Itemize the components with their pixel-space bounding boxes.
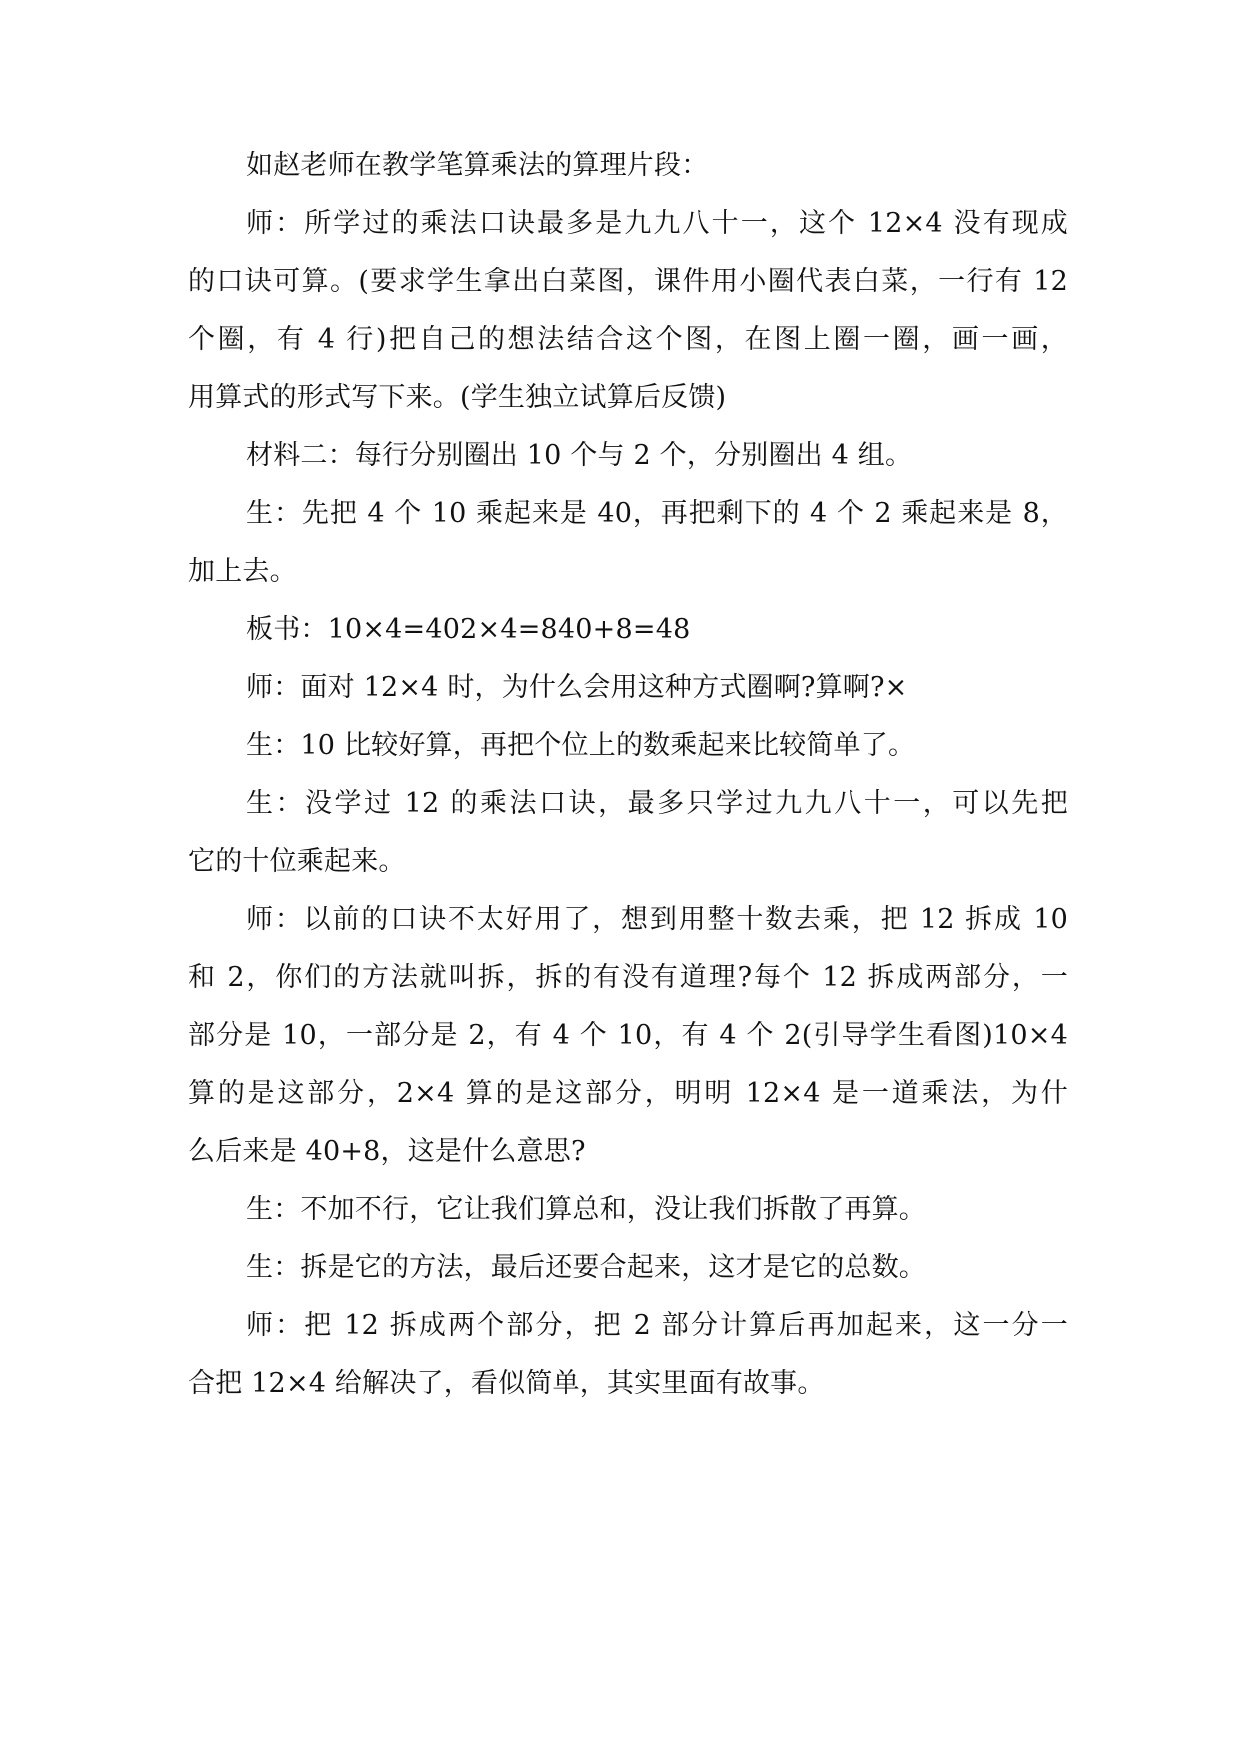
text-line: 生：没学过 12 的乘法口诀，最多只学过九九八十一，可以先把 bbox=[246, 788, 1068, 819]
text-line: 算的是这部分，2×4 算的是这部分，明明 12×4 是一道乘法，为什 bbox=[188, 1078, 1068, 1109]
text-line: 师：把 12 拆成两个部分，把 2 部分计算后再加起来，这一分一 bbox=[246, 1310, 1068, 1341]
text-line: 师：以前的口诀不太好用了，想到用整十数去乘，把 12 拆成 10 bbox=[246, 904, 1068, 935]
text-line: 板书：10×4=402×4=840+8=48 bbox=[246, 614, 691, 645]
text-line: 部分是 10，一部分是 2，有 4 个 10，有 4 个 2(引导学生看图)10×4 bbox=[188, 1020, 1068, 1051]
text-line: 和 2，你们的方法就叫拆，拆的有没有道理?每个 12 拆成两部分，一 bbox=[188, 962, 1068, 993]
text-line: 材料二：每行分别圈出 10 个与 2 个，分别圈出 4 组。 bbox=[246, 440, 913, 471]
text-line: 生：拆是它的方法，最后还要合起来，这才是它的总数。 bbox=[246, 1252, 926, 1283]
text-line: 合把 12×4 给解决了，看似简单，其实里面有故事。 bbox=[188, 1368, 825, 1399]
text-line: 生：10 比较好算，再把个位上的数乘起来比较简单了。 bbox=[246, 730, 916, 761]
text-line: 师：面对 12×4 时，为什么会用这种方式圈啊?算啊?× bbox=[246, 672, 908, 703]
text-line: 么后来是 40+8，这是什么意思? bbox=[188, 1136, 586, 1167]
text-line: 的口诀可算。(要求学生拿出白菜图，课件用小圈代表白菜，一行有 12 bbox=[188, 266, 1068, 297]
text-line: 生：不加不行，它让我们算总和，没让我们拆散了再算。 bbox=[246, 1194, 926, 1225]
text-line: 用算式的形式写下来。(学生独立试算后反馈) bbox=[188, 382, 727, 413]
text-line: 个圈，有 4 行)把自己的想法结合这个图，在图上圈一圈，画一画， bbox=[188, 324, 1068, 355]
text-line: 如赵老师在教学笔算乘法的算理片段： bbox=[246, 150, 709, 181]
text-line: 师：所学过的乘法口诀最多是九九八十一，这个 12×4 没有现成 bbox=[246, 208, 1068, 239]
text-line: 它的十位乘起来。 bbox=[188, 846, 406, 877]
text-line: 加上去。 bbox=[188, 556, 297, 587]
text-line: 生：先把 4 个 10 乘起来是 40，再把剩下的 4 个 2 乘起来是 8， bbox=[246, 498, 1068, 529]
